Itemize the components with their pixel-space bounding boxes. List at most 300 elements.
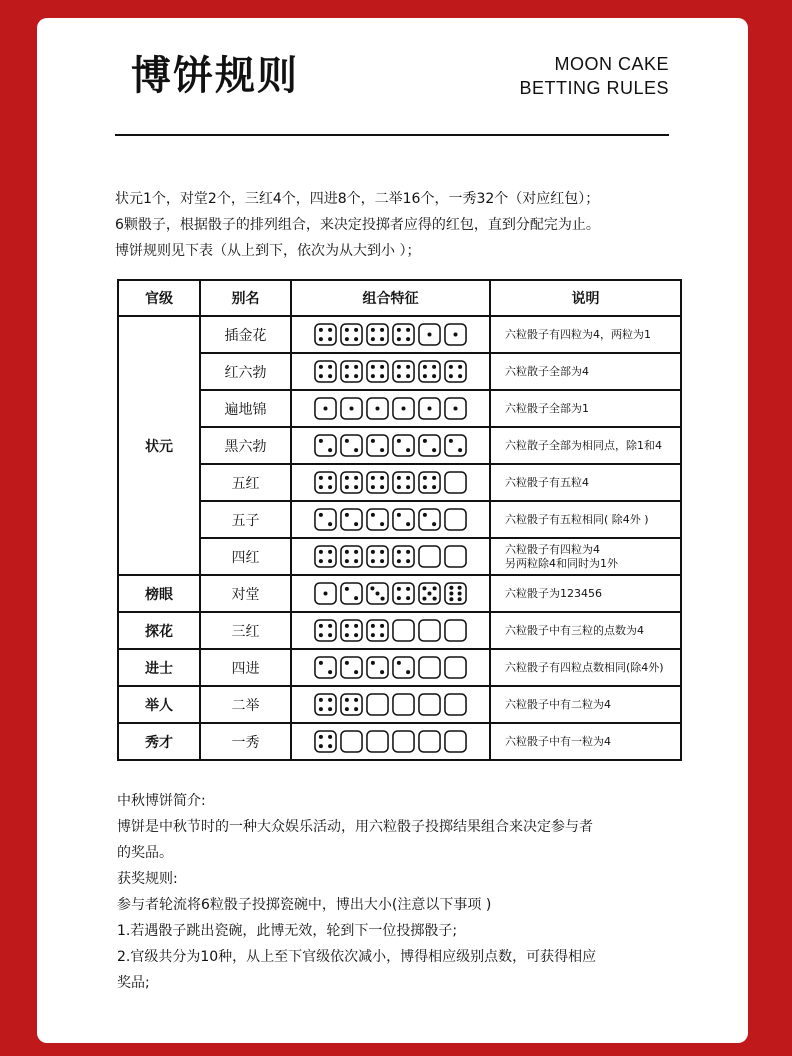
die-pip [328,707,332,711]
die-blank-icon [444,508,467,531]
die-face-4-icon [340,619,363,642]
dice-cell [291,501,490,538]
die-pip [319,365,323,369]
table-row [118,464,681,501]
die-pip [458,374,462,378]
description-line: 六粒骰子有四粒为4，两粒为1 [505,327,651,341]
table-row [118,686,681,723]
die-pip [345,624,349,628]
die-pip [319,485,323,489]
die-pip [345,707,349,711]
die-pip [449,374,453,378]
page-subtitle [497,52,669,100]
die-pip [371,661,375,665]
die-pip [449,591,453,595]
die-face-4-icon [366,545,389,568]
die-face-4-icon [418,471,441,494]
description-line: 六粒骰子有四粒为4 [505,542,600,556]
die-pip [371,476,375,480]
die-pip [345,661,349,665]
die-face-4-icon [314,545,337,568]
die-face-4-icon [392,323,415,346]
die-blank-icon [418,545,441,568]
die-pip [345,476,349,480]
alias-cell: 遍地锦 [200,390,291,427]
die-pip [397,374,401,378]
dice-cell [291,316,490,353]
die-pip [328,337,332,341]
die-pip [406,448,410,452]
dice-group [314,656,467,679]
description-cell [490,538,681,575]
die-pip [328,448,332,452]
dice-cell [291,464,490,501]
header-rank: 官级 [118,280,200,316]
dice-group [314,397,467,420]
intro-line: 6颗骰子，根据骰子的排列组合，来决定投掷者应得的红包，直到分配完为止。 [115,217,600,233]
die-pip [354,522,358,526]
die-pip [371,328,375,332]
die-face-2-icon [366,508,389,531]
alias-cell: 五子 [200,501,291,538]
die-face-2-icon [340,582,363,605]
die-pip [401,406,405,410]
table-row [118,575,681,612]
die-pip [345,365,349,369]
die-pip [319,476,323,480]
die-pip [354,337,358,341]
die-pip [406,337,410,341]
notes-line: 获奖规则: [117,871,178,887]
dice-group [314,545,467,568]
rank-cell: 探花 [118,612,200,649]
die-pip [397,365,401,369]
intro-line: 博饼规则见下表（从上到下，依次为从大到小 ）； [115,243,421,259]
dice-group [314,730,467,753]
dice-group [314,434,467,457]
die-face-2-icon [340,434,363,457]
die-pip [397,476,401,480]
notes-line: 2.官级共分为10种，从上至下官级依次减小，博得相应级别点数，可获得相应 [117,949,597,965]
die-face-4-icon [392,471,415,494]
die-pip [406,596,410,600]
description-line: 六粒骰子有五粒4 [505,475,589,489]
die-pip [354,374,358,378]
die-pip [345,439,349,443]
die-pip [319,550,323,554]
die-face-4-icon [366,360,389,383]
die-pip [319,707,323,711]
die-pip [406,476,410,480]
page-title: 博饼规则 [131,53,299,99]
alias-cell: 黑六勃 [200,427,291,464]
die-pip [319,513,323,517]
die-blank-icon [444,730,467,753]
die-pip [375,591,379,595]
die-pip [345,374,349,378]
die-pip [354,448,358,452]
die-blank-icon [418,656,441,679]
die-pip [328,328,332,332]
intro-text [115,186,695,264]
dice-group [314,471,467,494]
subtitle-line-1: MOON CAKE [554,54,669,74]
die-pip [319,661,323,665]
die-pip [449,586,453,590]
description-line: 六粒骰子中有一粒为4 [505,734,611,748]
die-pip [354,328,358,332]
die-pip [458,597,462,601]
die-pip [453,406,457,410]
die-pip [319,633,323,637]
die-pip [319,559,323,563]
die-face-4-icon [314,693,337,716]
die-pip [432,522,436,526]
die-pip [380,522,384,526]
die-pip [345,698,349,702]
table-row [118,316,681,353]
die-face-4-icon [314,730,337,753]
die-blank-icon [444,656,467,679]
header-combination: 组合特征 [291,280,490,316]
die-pip [427,332,431,336]
die-face-4-icon [392,545,415,568]
die-pip [380,476,384,480]
die-pip [406,670,410,674]
die-pip [345,337,349,341]
die-pip [380,337,384,341]
die-pip [423,513,427,517]
die-pip [345,587,349,591]
die-pip [349,406,353,410]
die-pip [432,448,436,452]
die-face-2-icon [314,508,337,531]
die-pip [354,476,358,480]
die-face-4-icon [340,360,363,383]
description-cell [490,686,681,723]
notes-line: 中秋博饼简介: [117,793,206,809]
table-row [118,501,681,538]
die-pip [319,698,323,702]
die-pip [354,707,358,711]
die-pip [432,485,436,489]
die-pip [427,406,431,410]
die-face-4-icon [340,323,363,346]
die-pip [458,591,462,595]
die-face-4-icon [340,471,363,494]
die-blank-icon [392,730,415,753]
dice-group [314,323,467,346]
die-pip [380,559,384,563]
die-face-4-icon [418,360,441,383]
die-pip [370,586,374,590]
rank-cell: 举人 [118,686,200,723]
description-cell [490,353,681,390]
die-pip [423,365,427,369]
die-face-4-icon [314,360,337,383]
description-cell [490,390,681,427]
die-pip [397,596,401,600]
die-face-2-icon [314,656,337,679]
die-pip [371,624,375,628]
die-blank-icon [340,730,363,753]
description-cell [490,723,681,760]
die-pip [380,365,384,369]
rank-cell: 进士 [118,649,200,686]
description-cell [490,427,681,464]
die-pip [375,406,379,410]
die-pip [406,374,410,378]
die-face-2-icon [392,434,415,457]
die-pip [432,374,436,378]
alias-cell: 三红 [200,612,291,649]
dice-cell [291,427,490,464]
die-pip [453,332,457,336]
die-blank-icon [444,471,467,494]
description-line: 六粒骰子有五粒相同( 除4外 ) [505,512,649,526]
die-face-2-icon [392,508,415,531]
die-blank-icon [444,693,467,716]
die-pip [319,744,323,748]
description-line: 六粒骰子中有三粒的点数为4 [505,623,644,637]
description-cell [490,501,681,538]
die-pip [380,448,384,452]
die-face-2-icon [418,434,441,457]
die-pip [328,624,332,628]
die-pip [371,633,375,637]
die-blank-icon [392,693,415,716]
die-blank-icon [366,730,389,753]
die-face-2-icon [418,508,441,531]
die-face-1-icon [418,323,441,346]
die-pip [319,337,323,341]
dice-cell [291,723,490,760]
die-pip [354,550,358,554]
die-face-2-icon [366,656,389,679]
alias-cell: 对堂 [200,575,291,612]
die-blank-icon [418,730,441,753]
description-cell [490,612,681,649]
rank-cell: 秀才 [118,723,200,760]
die-pip [406,365,410,369]
subtitle-line-2: BETTING RULES [519,78,669,98]
die-pip [406,522,410,526]
die-pip [371,513,375,517]
die-pip [328,476,332,480]
die-face-4-icon [314,619,337,642]
die-face-4-icon [392,582,415,605]
die-pip [397,337,401,341]
description-line: 六粒散子全部为4 [505,364,589,378]
dice-cell [291,649,490,686]
die-pip [319,374,323,378]
die-pip [406,328,410,332]
die-pip [380,374,384,378]
die-pip [319,624,323,628]
die-face-2-icon [392,656,415,679]
die-pip [328,670,332,674]
alias-cell: 二举 [200,686,291,723]
die-pip [433,597,437,601]
die-pip [380,328,384,332]
die-face-5-icon [418,582,441,605]
die-pip [371,337,375,341]
die-face-1-icon [314,397,337,420]
die-pip [371,439,375,443]
die-face-4-icon [366,471,389,494]
description-line: 六粒骰子中有二粒为4 [505,697,611,711]
die-pip [354,559,358,563]
alias-cell: 四进 [200,649,291,686]
title-divider [115,134,669,136]
die-face-6-icon [444,582,467,605]
die-pip [397,559,401,563]
die-face-1-icon [366,397,389,420]
die-pip [354,633,358,637]
die-pip [354,624,358,628]
die-pip [380,485,384,489]
die-pip [345,559,349,563]
dice-group [314,360,467,383]
notes-line: 1.若遇骰子跳出瓷碗，此博无效，轮到下一位投掷骰子; [117,923,458,939]
rank-cell: 状元 [118,316,200,575]
die-face-4-icon [314,323,337,346]
die-blank-icon [444,545,467,568]
die-pip [328,374,332,378]
die-pip [345,513,349,517]
die-pip [422,597,426,601]
die-face-2-icon [366,434,389,457]
description-cell [490,316,681,353]
die-pip [449,365,453,369]
die-pip [422,586,426,590]
die-face-4-icon [314,471,337,494]
die-face-4-icon [366,619,389,642]
die-face-1-icon [418,397,441,420]
die-face-1-icon [444,323,467,346]
die-pip [432,476,436,480]
die-pip [354,698,358,702]
die-pip [328,559,332,563]
dice-cell [291,612,490,649]
die-blank-icon [444,619,467,642]
die-pip [345,633,349,637]
die-pip [371,374,375,378]
die-pip [423,476,427,480]
die-pip [380,624,384,628]
rules-card [37,18,748,1043]
dice-group [314,619,467,642]
alias-cell: 一秀 [200,723,291,760]
rank-cell: 榜眼 [118,575,200,612]
die-pip [345,328,349,332]
dice-cell [291,353,490,390]
die-pip [458,448,462,452]
die-face-2-icon [314,434,337,457]
description-line: 六粒骰子有四粒点数相同(除4外) [505,660,664,674]
die-pip [319,439,323,443]
die-pip [323,591,327,595]
description-line: 六粒骰子全部为1 [505,401,589,415]
die-pip [449,597,453,601]
die-pip [354,596,358,600]
die-pip [397,550,401,554]
dice-cell [291,686,490,723]
die-pip [371,485,375,489]
die-pip [423,439,427,443]
die-face-1-icon [392,397,415,420]
die-pip [323,406,327,410]
die-pip [397,328,401,332]
description-cell [490,464,681,501]
die-pip [345,485,349,489]
header-alias: 别名 [200,280,291,316]
alias-cell: 插金花 [200,316,291,353]
table-row [118,723,681,760]
notes-line: 奖品; [117,975,150,991]
die-pip [380,550,384,554]
die-pip [397,439,401,443]
die-pip [328,522,332,526]
die-pip [397,513,401,517]
table-row [118,649,681,686]
notes-line: 的奖品。 [117,845,173,861]
dice-group [314,693,467,716]
die-pip [328,735,332,739]
die-face-3-icon [366,582,389,605]
notes-line: 博饼是中秋节时的一种大众娱乐活动，用六粒骰子投掷结果组合来决定参与者 [117,819,593,835]
die-pip [328,633,332,637]
die-blank-icon [366,693,389,716]
die-blank-icon [418,693,441,716]
die-pip [406,559,410,563]
die-face-4-icon [444,360,467,383]
notes-line: 参与者轮流将6粒骰子投掷瓷碗中，博出大小(注意以下事项 ) [117,897,492,913]
table-row [118,427,681,464]
die-face-1-icon [314,582,337,605]
die-pip [458,365,462,369]
dice-cell [291,575,490,612]
table-header-row [118,280,681,316]
die-pip [371,365,375,369]
dice-cell [291,390,490,427]
dice-group [314,582,467,605]
die-face-1-icon [444,397,467,420]
die-pip [354,670,358,674]
table-row [118,390,681,427]
die-pip [427,591,431,595]
die-blank-icon [392,619,415,642]
die-pip [381,597,385,601]
dice-group [314,508,467,531]
intro-line: 状元1个，对堂2个，三红4个，四进8个，二举16个，一秀32个（对应红包）； [115,191,600,207]
alias-cell: 红六勃 [200,353,291,390]
die-blank-icon [418,619,441,642]
die-pip [328,744,332,748]
die-face-2-icon [444,434,467,457]
die-face-4-icon [340,545,363,568]
die-pip [433,586,437,590]
die-pip [432,365,436,369]
die-face-1-icon [340,397,363,420]
die-pip [380,670,384,674]
die-pip [397,485,401,489]
die-pip [397,661,401,665]
die-pip [319,328,323,332]
description-cell [490,575,681,612]
die-pip [423,374,427,378]
notes-text [117,788,717,996]
